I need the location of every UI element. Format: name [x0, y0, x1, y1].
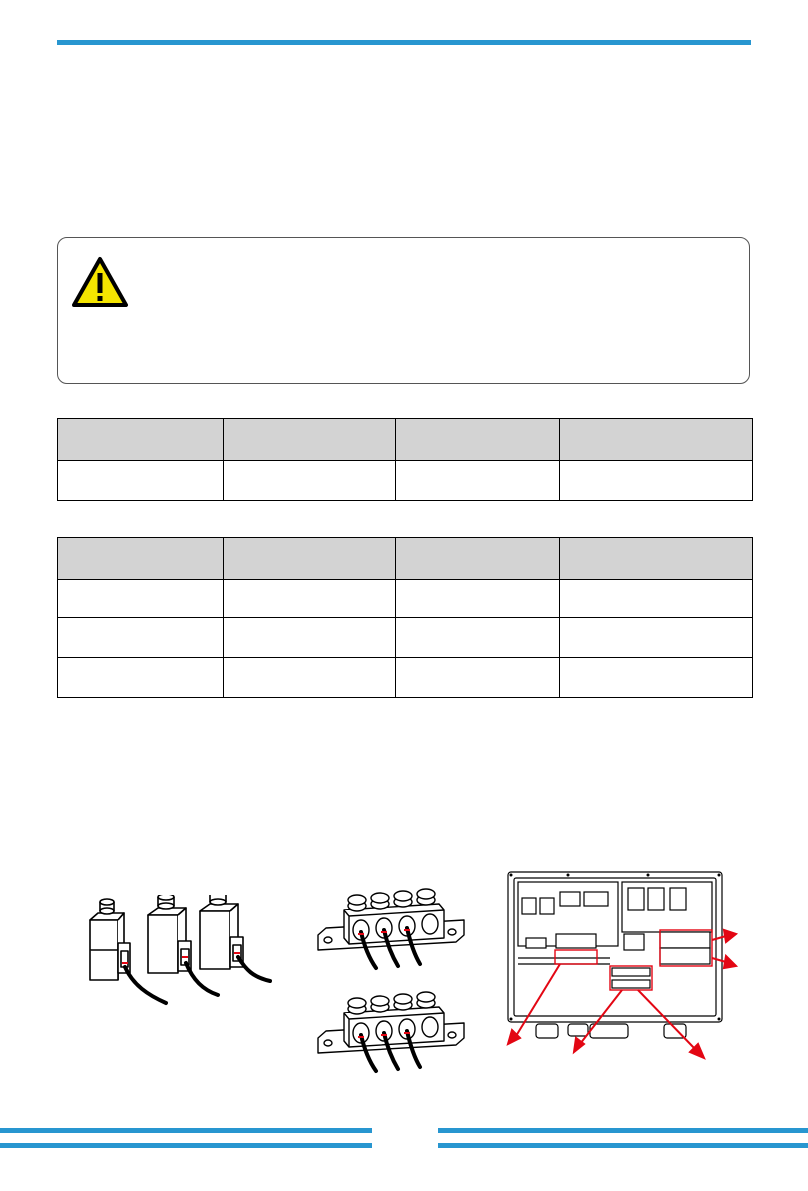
header-rule: [57, 40, 751, 45]
busbar-icon: [314, 880, 469, 1080]
table-header-cell: [224, 419, 396, 461]
table-header-cell: [396, 538, 560, 580]
table-cell: [58, 658, 224, 698]
table-header-row: [58, 538, 753, 580]
table-header-cell: [224, 538, 396, 580]
table-cell: [224, 618, 396, 658]
table-row: [58, 658, 753, 698]
table-cell: [560, 580, 753, 618]
table-header-cell: [560, 538, 753, 580]
table-cell: [224, 658, 396, 698]
table-cell: [560, 658, 753, 698]
table-cell: [224, 461, 396, 501]
table-row: [58, 580, 753, 618]
table-cell: [224, 580, 396, 618]
terminal-block-icon: [78, 895, 278, 1010]
table-header-row: [58, 419, 753, 461]
footer-rule-right-bottom: [438, 1143, 808, 1148]
warning-triangle-icon: [71, 256, 129, 308]
table-cell: [58, 618, 224, 658]
table-header-cell: [560, 419, 753, 461]
table-cell: [560, 618, 753, 658]
footer-rule-right-top: [438, 1128, 808, 1133]
table-1: [57, 418, 753, 501]
table-row: [58, 618, 753, 658]
table-cell: [58, 461, 224, 501]
footer-rule-left-top: [0, 1128, 372, 1133]
warning-box: [57, 237, 750, 384]
table-cell: [396, 461, 560, 501]
table-cell: [396, 618, 560, 658]
footer-rule-left-bottom: [0, 1143, 372, 1148]
table-header-cell: [58, 419, 224, 461]
table-row: [58, 461, 753, 501]
inverter-wiring-diagram-icon: [498, 868, 743, 1063]
table-header-cell: [58, 538, 224, 580]
table-cell: [58, 580, 224, 618]
table-cell: [396, 580, 560, 618]
table-header-cell: [396, 419, 560, 461]
table-2: [57, 537, 753, 698]
table-cell: [396, 658, 560, 698]
table-cell: [560, 461, 753, 501]
